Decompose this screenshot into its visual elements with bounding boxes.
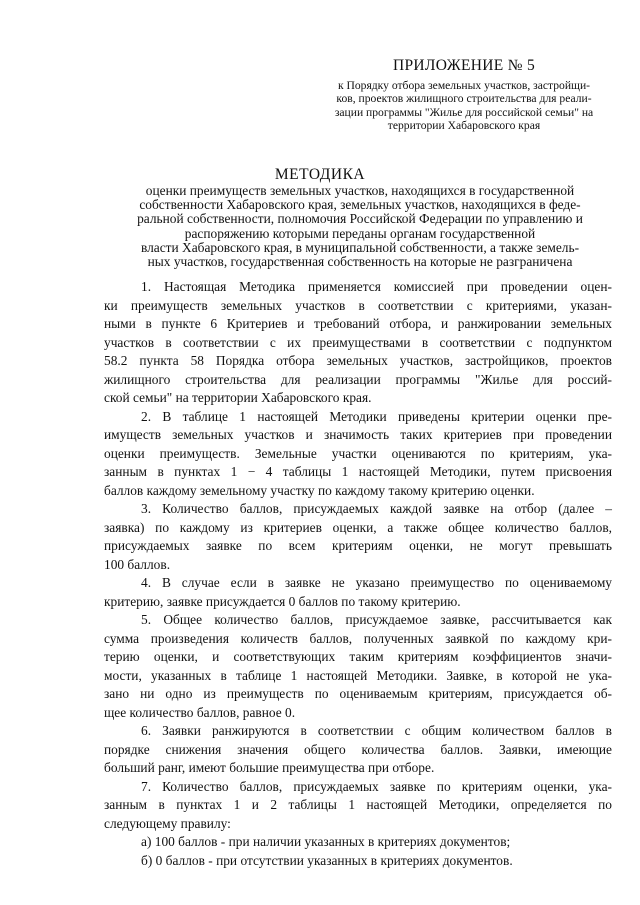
paragraph-line: 3. Количество баллов, присуждаемых каждой заявке на отбор (далее – (141, 501, 612, 516)
appendix-title: ПРИЛОЖЕНИЕ № 5 (392, 57, 536, 74)
list-item (104, 852, 612, 871)
paragraph (104, 574, 612, 611)
paragraph-line: занным в пунктах 1 − 4 таблицы 1 настоящей Методики, путем присвоения (104, 464, 612, 479)
paragraph-line: 5. Общее количество баллов, присуждаемое заявке, рассчитывается как (141, 612, 612, 627)
list-item-text: а) 100 баллов - при наличии указанных в критериях документов; (141, 834, 511, 849)
paragraph-line: ки преимуществ земельных участков в соответствии с критериями, указан- (104, 297, 612, 313)
appendix-reference-line: зации программы "Жилье для российской семьи" на (334, 105, 594, 119)
paragraph-line: 6. Заявки ранжируются в соответствии с общим количеством баллов в (141, 723, 612, 738)
paragraph (104, 408, 612, 501)
subtitle-line: ных участков, государственная собственность на которые не разграничена (147, 254, 573, 270)
paragraph-line: участков в соответствии с их преимуществами в соответствии с подпунктом (104, 334, 612, 350)
paragraph-line: имуществ земельных участков и значимость таких критериев при проведении (104, 427, 612, 442)
paragraph-line: 4. В случае если в заявке не указано преимущество по оцениваемому (141, 575, 612, 590)
paragraph-line: ными в пункте 6 Критериев и требований отбора, и ранжировании земельных (104, 316, 612, 331)
paragraph-line: больший ранг, имеют большие преимущества при отборе. (104, 760, 435, 775)
paragraph (104, 611, 612, 722)
paragraph-line: зано ни одно из преимуществ по оцениваемым критериям, присуждается об- (104, 686, 612, 701)
paragraph-line: 1. Настоящая Методика применяется комиссией при проведении оцен- (141, 279, 612, 294)
paragraph-line: мости, указанных в таблице 1 настоящей Методики. Заявке, в которой не ука- (104, 667, 612, 683)
paragraph-line: ской семьи" на территории Хабаровского края. (104, 390, 372, 405)
appendix-reference-line: к Порядку отбора земельных участков, застройщи- (337, 79, 591, 92)
paragraph-line: 2. В таблице 1 настоящей Методики приведены критерии оценки пре- (141, 408, 612, 424)
paragraph (104, 778, 612, 834)
paragraph-line: следующему правилу: (104, 815, 231, 831)
document-body (104, 278, 612, 870)
paragraph-line: занным в пунктах 1 и 2 таблицы 1 настоящей Методики, определяется по (104, 797, 612, 812)
paragraph-line: жилищного строительства для реализации программы "Жилье для россий- (104, 371, 612, 387)
subtitle-line: ральной собственности, полномочия Российской Федерации по управлению и (137, 211, 583, 227)
subtitle-line: распоряжению которыми переданы органам государственной (184, 225, 536, 241)
paragraph-line: заявка) по каждому из критериев оценки, а также общее количество баллов, (104, 519, 612, 535)
paragraph (104, 278, 612, 408)
paragraph-line: сумма произведения количеств баллов, полученных заявкой по каждому кри- (104, 630, 612, 646)
paragraph-line: терию оценки, и соответствующих таким критериям коэффициентов значи- (104, 649, 612, 664)
paragraph-line: 7. Количество баллов, присуждаемых заявке по критериям оценки, ука- (141, 778, 612, 794)
list-item (104, 833, 612, 852)
paragraph-line: критерию, заявке присуждается 0 баллов по такому критерию. (104, 593, 461, 609)
paragraph-line: оценки преимуществ. Земельные участки оцениваются по критериям, ука- (104, 445, 612, 461)
list-item-text: б) 0 баллов - при отсутствии указанных в критериях документов. (141, 852, 513, 868)
appendix-reference-line: территории Хабаровского края (387, 119, 541, 133)
document-subtitle (104, 184, 616, 269)
appendix-reference-line: ков, проектов жилищного строительства для реали- (336, 92, 592, 106)
paragraph (104, 500, 612, 574)
paragraph-line: 58.2 пункта 58 Порядка отбора земельных участков, застройщиков, проектов (104, 353, 612, 368)
paragraph (104, 722, 612, 778)
paragraph-line: присуждаемых заявке по всем критериям оценки, не могут превышать (104, 538, 612, 553)
document-title: МЕТОДИКА (274, 166, 366, 183)
subtitle-line: власти Хабаровского края, в муниципальной собственности, а также земель- (140, 239, 580, 255)
paragraph-line: порядке снижения значения общего количества баллов. Заявки, имеющие (104, 741, 612, 757)
paragraph-line: щее количество баллов, равное 0. (104, 704, 296, 720)
subtitle-line: оценки преимуществ земельных участков, находящихся в государственной (145, 183, 575, 198)
paragraph-line: баллов каждому земельному участку по каждому такому критерию оценки. (104, 482, 535, 498)
paragraph-line: 100 баллов. (104, 556, 171, 572)
subtitle-line: собственности Хабаровского края, земельных участков, находящихся в феде- (139, 197, 581, 213)
appendix-reference (318, 79, 610, 133)
